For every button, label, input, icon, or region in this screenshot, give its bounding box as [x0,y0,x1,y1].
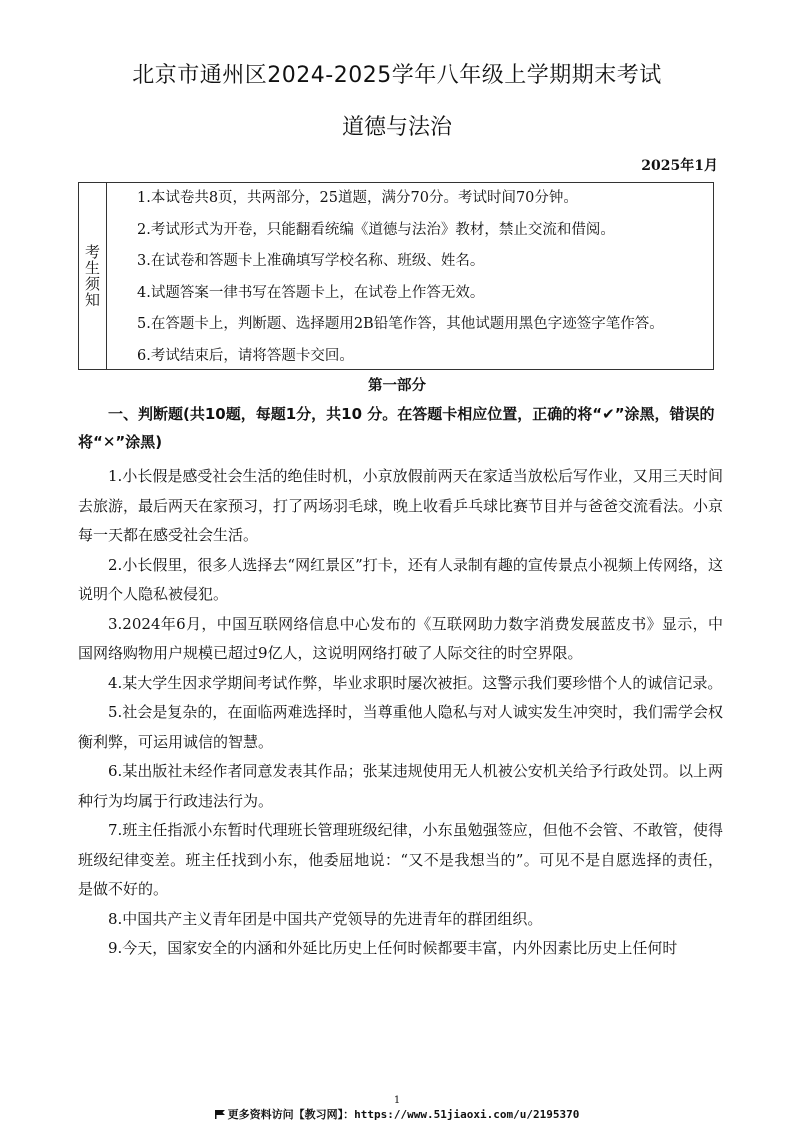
footer-link[interactable] [0,1106,794,1122]
footer-text: 更多资料访问【教习网】：https://www.51jiaoxi.com/u/2195370 [227,1108,580,1121]
candidate-notice-box [78,182,714,370]
question-item: 9.今天，国家安全的内涵和外延比历史上任何时候都要丰富，内外因素比历史上任何时 [108,939,678,957]
notice-item: 2.考试形式为开卷，只能翻看统编《道德与法治》教材，禁止交流和借阅。 [137,221,615,238]
question-item: 1.小长假是感受社会生活的绝佳时机，小京放假前两天在家适当放松后写作业，又用三天时间去旅游，最后两天在家预习，打了两场羽毛球，晚上收看乒乓球比赛节目并与爸爸交流看法。小京每一天都在感受社会生活。 [78,467,724,544]
part-heading: 第一部分 [368,377,426,394]
question-item: 4.某大学生因求学期间考试作弊，毕业求职时屡次被拒。这警示我们要珍惜个人的诚信记录。 [108,673,723,692]
question-item: 6.某出版社未经作者同意发表其作品；张某违规使用无人机被公安机关给予行政处罚。以上两种行为均属于行政违法行为。 [78,762,723,810]
notice-list [137,187,709,376]
question-item: 2.小长假里，很多人选择去“网红景区”打卡，还有人录制有趣的宣传景点小视频上传网络，这说明个人隐私被侵犯。 [78,555,723,603]
exam-date: 2025年1月 [641,158,718,174]
notice-label: 考生须知 [83,244,101,308]
notice-label-cell [79,183,107,369]
notice-item: 5.在答题卡上，判断题、选择题用2B铅笔作答，其他试题用黑色字迹签字笔作答。 [137,316,664,332]
notice-item: 1.本试卷共8页，共两部分，25道题，满分70分。考试时间70分钟。 [137,190,578,206]
notice-item: 6.考试结束后，请将答题卡交回。 [137,347,354,364]
exam-title: 北京市通州区2024-2025学年八年级上学期期末考试 [132,63,662,88]
question-list [78,462,723,964]
exam-subject: 道德与法治 [341,115,452,140]
flag-icon [215,1110,225,1119]
question-item: 8.中国共产主义青年团是中国共产党领导的先进青年的群团组织。 [108,909,543,928]
notice-item: 4.试题答案一律书写在答题卡上，在试卷上作答无效。 [137,284,485,301]
question-item: 5.社会是复杂的，在面临两难选择时，当尊重他人隐私与对人诚实发生冲突时，我们需学会权衡利弊，可运用诚信的智慧。 [78,703,723,751]
page-number: 1 [393,1095,401,1106]
notice-item: 3.在试卷和答题卡上准确填写学校名称、班级、姓名。 [137,253,485,269]
section-instruction: 一、判断题(共10题，每题1分，共10 分。在答题卡相应位置，正确的将“✔”涂黑，错误的将“✕”涂黑) [78,405,715,451]
question-item: 7.班主任指派小东暂时代理班长管理班级纪律，小东虽勉强签应，但他不会管、不敢管，使得班级纪律变差。班主任找到小东，他委屈地说：“又不是我想当的”。可见不是自愿选择的责任，是做不好的。 [78,821,723,898]
question-item: 3.2024年6月，中国互联网络信息中心发布的《互联网助力数字消费发展蓝皮书》显示，中国网络购物用户规模已超过9亿人，这说明网络打破了人际交往的时空界限。 [78,614,723,662]
